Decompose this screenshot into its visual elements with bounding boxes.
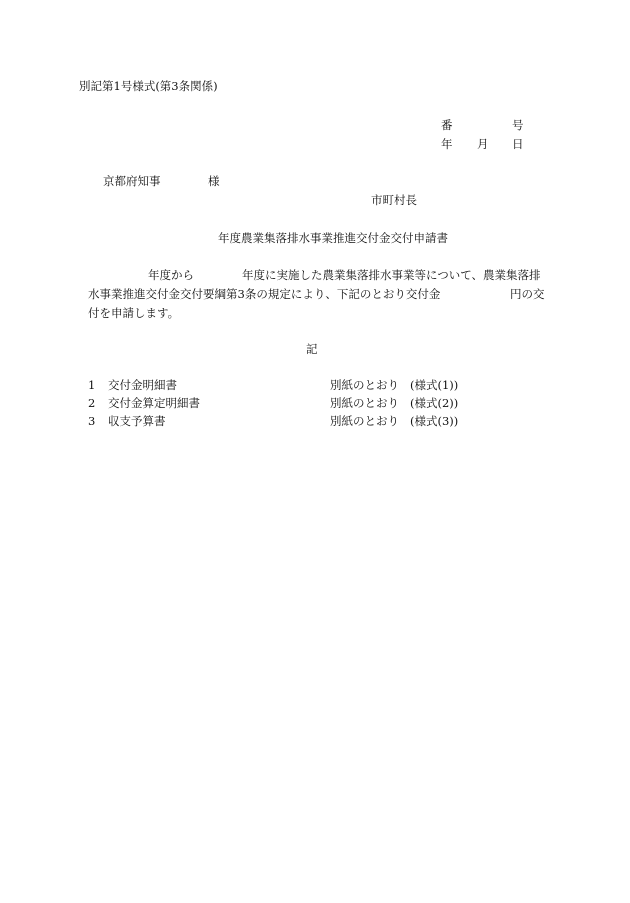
body-line-2-end: 円の交 — [510, 287, 545, 301]
body-line-1-end: 年度に実施した農業集落排水事業等について、農業集落排 — [242, 268, 541, 282]
body-line-1 — [88, 266, 553, 285]
body-line-2-start: 水事業推進交付金交付要綱第3条の規定により、下記のとおり交付金 — [88, 287, 441, 301]
item-number: 1 — [88, 378, 96, 392]
body-line-2 — [88, 285, 553, 304]
item-number: 3 — [88, 414, 96, 428]
item-label: 交付金明細書 — [108, 378, 177, 392]
addressee-name: 京都府知事 — [103, 174, 161, 188]
addressee — [103, 174, 220, 189]
body-line-3 — [88, 304, 553, 323]
item-reference: 別紙のとおり — [330, 396, 399, 410]
date-day-label: 日 — [512, 137, 524, 151]
attachment-list — [88, 379, 508, 433]
list-item — [88, 397, 508, 415]
body-line-1-start: 年度から — [148, 268, 194, 282]
item-reference: 別紙のとおり — [330, 378, 399, 392]
item-number: 2 — [88, 396, 96, 410]
item-style: (様式(2)) — [410, 396, 459, 410]
date-month-label: 月 — [477, 137, 489, 151]
body-paragraph — [88, 266, 553, 323]
item-reference: 別紙のとおり — [330, 414, 399, 428]
item-label: 交付金算定明細書 — [108, 396, 200, 410]
item-style: (様式(1)) — [410, 378, 459, 392]
item-label: 収支予算書 — [108, 414, 166, 428]
number-go-label: 号 — [512, 118, 524, 132]
list-item — [88, 379, 508, 397]
ki-heading: 記 — [306, 342, 318, 356]
body-line-3-text: 付を申請します。 — [88, 306, 180, 320]
date-year-label: 年 — [441, 137, 453, 151]
document-title: 年度農業集落排水事業推進交付金交付申請書 — [218, 231, 448, 245]
sender: 市町村長 — [371, 193, 417, 207]
number-ban-label: 番 — [441, 118, 453, 132]
item-style: (様式(3)) — [410, 414, 459, 428]
form-label: 別記第1号様式(第3条関係) — [79, 79, 218, 93]
list-item — [88, 415, 508, 433]
addressee-honorific: 様 — [208, 174, 220, 188]
